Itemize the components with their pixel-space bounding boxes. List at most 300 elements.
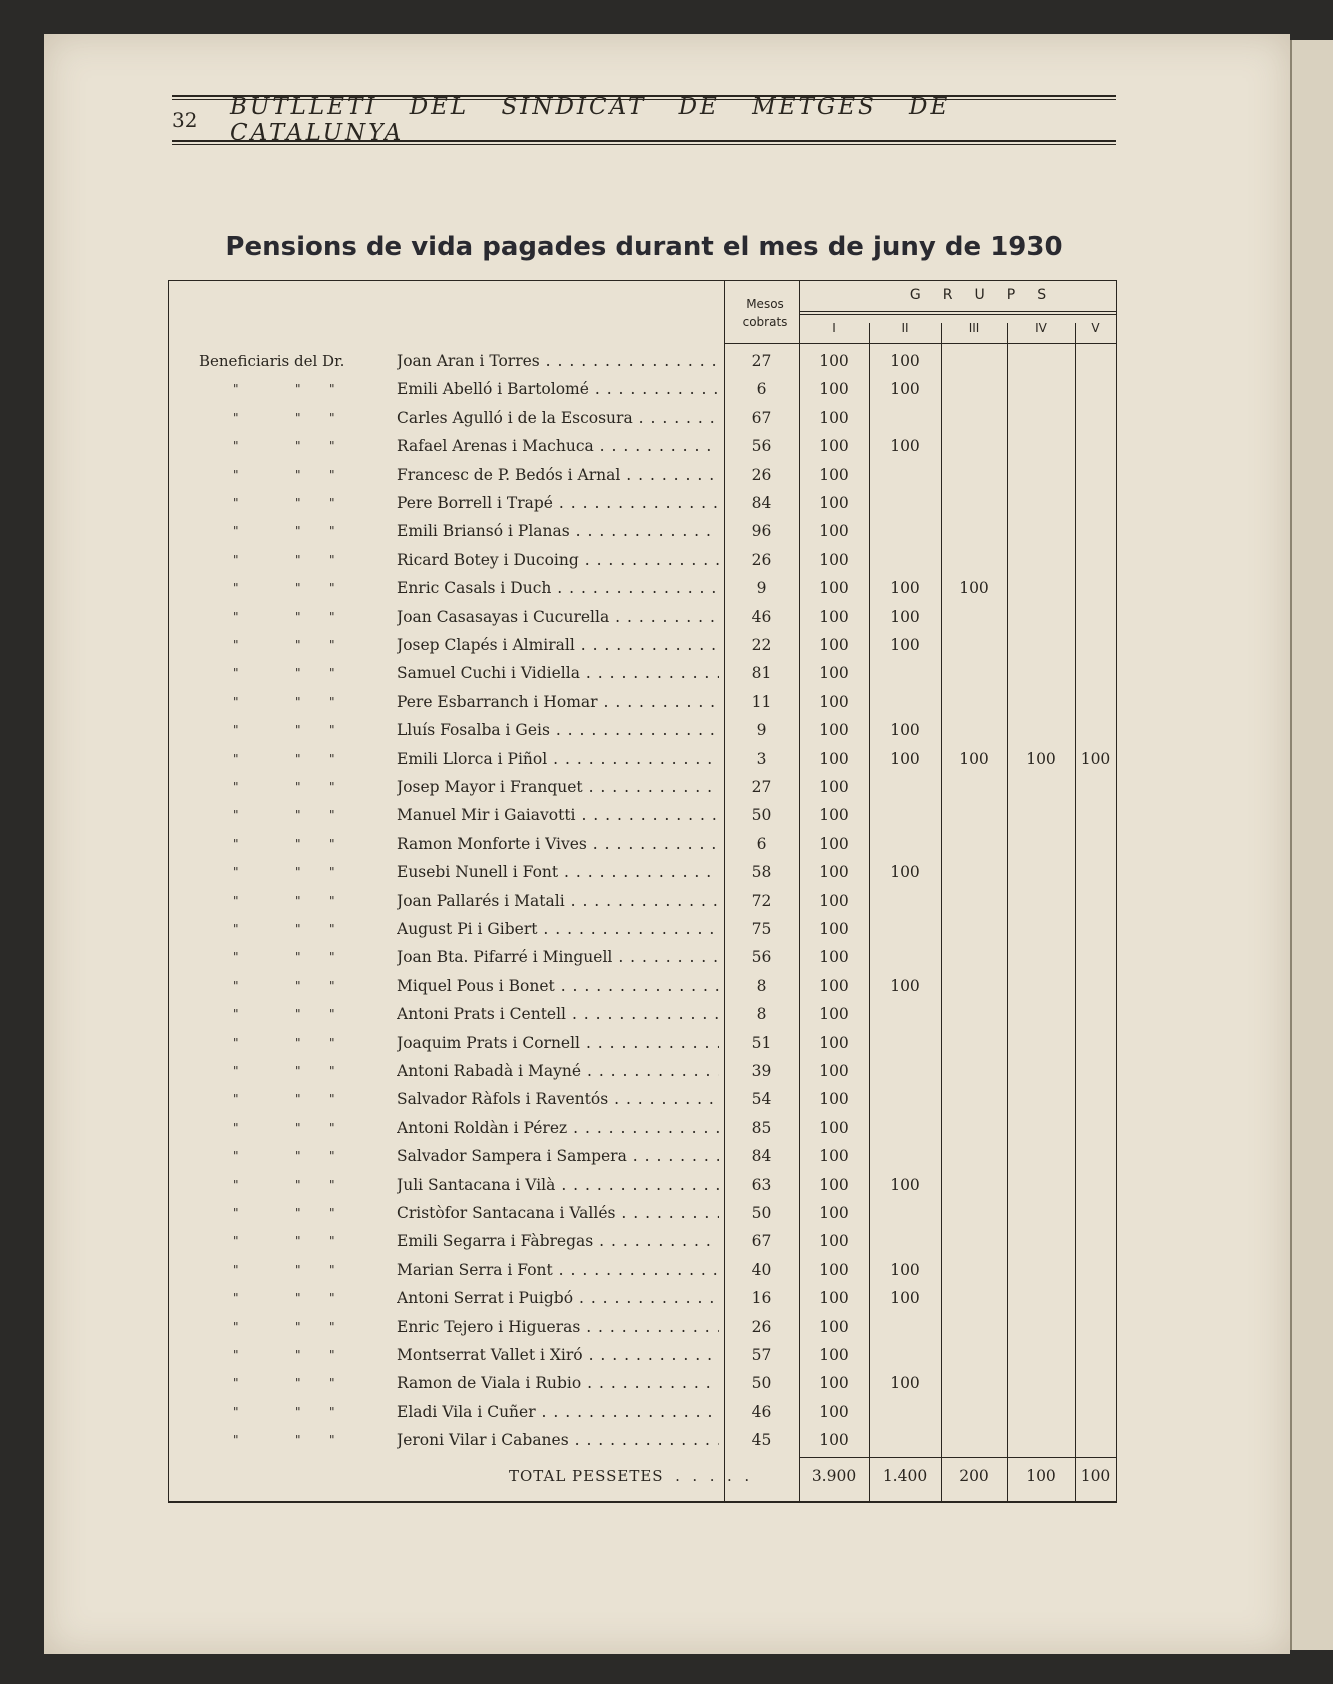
ditto-mark: " xyxy=(233,467,239,482)
header-rule xyxy=(799,311,1116,312)
group-2-cell: 100 xyxy=(890,1175,920,1194)
ditto-mark: " xyxy=(233,439,239,454)
ditto-mark: " xyxy=(295,1376,301,1391)
ditto-mark: " xyxy=(295,1149,301,1164)
ditto-mark: " xyxy=(329,808,335,823)
beneficiary-name: Enric Tejero i Higueras . . . xyxy=(397,1313,719,1341)
beneficiary-name: Marian Serra i Font . . . xyxy=(397,1256,719,1284)
ditto-mark: " xyxy=(233,751,239,766)
group-header-5: V xyxy=(1091,321,1100,335)
ditto-mark: " xyxy=(233,1234,239,1249)
ditto-mark: " xyxy=(295,723,301,738)
group-2-cell: 100 xyxy=(890,636,920,654)
ditto-mark: " xyxy=(233,496,239,510)
beneficiary-name: Cristòfor Santacana i Vallés . . . xyxy=(397,1199,719,1227)
ditto-mark: " xyxy=(329,666,335,681)
group-2-cell: 100 xyxy=(890,579,920,598)
ditto-mark: " xyxy=(295,552,301,567)
beneficiary-name: Ricard Botey i Ducoing . . . xyxy=(397,546,719,574)
beneficiary-name: Emili Segarra i Fàbregas . . . xyxy=(397,1227,719,1255)
ditto-mark: " xyxy=(329,1291,335,1306)
group-1-cell: 100 xyxy=(819,579,849,598)
ditto-mark: " xyxy=(295,1433,301,1448)
mesos-cobrats-cell: 46 xyxy=(751,1402,772,1421)
ditto-mark: " xyxy=(233,780,239,794)
group-1-cell: 100 xyxy=(819,1147,849,1166)
ditto-mark: " xyxy=(329,1007,335,1022)
mesos-cobrats-cell: 84 xyxy=(751,1147,772,1166)
mesos-cobrats-cell: 27 xyxy=(751,778,772,796)
mesos-cobrats-cell: 67 xyxy=(751,1232,772,1251)
mesos-cobrats-cell: 81 xyxy=(751,664,772,683)
table-row xyxy=(169,1313,1117,1341)
ditto-mark: " xyxy=(295,694,301,709)
beneficiary-name: Eusebi Nunell i Font . . . xyxy=(397,858,719,886)
ditto-mark: " xyxy=(233,723,239,738)
column-divider xyxy=(724,281,725,1501)
document-title: Pensions de vida pagades durant el mes de juny de 1930 xyxy=(225,232,1063,262)
ditto-mark: " xyxy=(329,893,335,908)
beneficiary-name: Pere Esbarranch i Homar . . . xyxy=(397,688,719,716)
beneficiary-name: Joan Aran i Torres . . . xyxy=(397,347,719,375)
ditto-mark: " xyxy=(233,410,239,425)
group-1-cell: 100 xyxy=(819,1175,849,1194)
group-1-cell: 100 xyxy=(819,465,849,484)
group-1-cell: 100 xyxy=(819,806,849,825)
facing-page-edge xyxy=(1290,40,1333,1650)
beneficiary-name: Montserrat Vallet i Xiró . . . xyxy=(397,1341,719,1369)
table-row xyxy=(169,404,1117,432)
ditto-mark: " xyxy=(233,1404,239,1419)
running-header xyxy=(172,95,1116,145)
group-2-cell: 100 xyxy=(890,1289,920,1308)
table-row xyxy=(169,432,1117,460)
beneficiary-name: Emili Llorca i Piñol . . . xyxy=(397,745,719,773)
mesos-cobrats-cell: 50 xyxy=(751,1374,772,1393)
group-2-cell: 100 xyxy=(890,607,920,626)
group-1-cell: 100 xyxy=(819,494,849,512)
beneficiary-name: Carles Agulló i de la Escosura . . . xyxy=(397,404,719,432)
mesos-cobrats-cell: 16 xyxy=(751,1289,772,1308)
mesos-cobrats-cell: 27 xyxy=(751,352,772,370)
table-row xyxy=(169,830,1117,858)
group-2-cell: 100 xyxy=(890,437,920,456)
group-header-3: III xyxy=(968,321,980,335)
header-line xyxy=(172,94,1116,146)
mesos-cobrats-cell: 56 xyxy=(751,437,772,456)
group-2-cell: 100 xyxy=(890,721,920,740)
ditto-mark: " xyxy=(233,1319,239,1334)
ditto-mark: " xyxy=(295,1319,301,1334)
ditto-mark: " xyxy=(233,1376,239,1391)
table-row xyxy=(169,631,1117,659)
ditto-mark: " xyxy=(329,1319,335,1334)
beneficiary-name: August Pi i Gibert . . . xyxy=(397,915,719,943)
ditto-mark: " xyxy=(295,978,301,993)
group-5-cell: 100 xyxy=(1080,749,1111,768)
group-header-1: I xyxy=(832,321,836,335)
mesos-cobrats-cell: 6 xyxy=(756,834,767,853)
table-row xyxy=(169,1398,1117,1426)
group-1-cell: 100 xyxy=(819,380,849,399)
ditto-mark: " xyxy=(295,439,301,454)
group-1-cell: 100 xyxy=(819,522,849,541)
ditto-mark: " xyxy=(295,581,301,596)
ditto-mark: " xyxy=(233,581,239,596)
total-group-1: 3.900 xyxy=(811,1467,857,1485)
table-row xyxy=(169,461,1117,489)
ditto-mark: " xyxy=(295,638,301,652)
mesos-cobrats-cell: 26 xyxy=(751,465,772,484)
group-1-cell: 100 xyxy=(819,1118,849,1137)
ditto-mark: " xyxy=(295,524,301,539)
group-1-cell: 100 xyxy=(819,352,849,370)
group-1-cell: 100 xyxy=(819,1232,849,1251)
ditto-mark: " xyxy=(329,439,335,454)
column-divider xyxy=(869,323,870,1501)
group-1-cell: 100 xyxy=(819,948,849,967)
group-1-cell: 100 xyxy=(819,1346,849,1364)
ditto-mark: " xyxy=(295,1348,301,1362)
ditto-mark: " xyxy=(295,496,301,510)
ditto-mark: " xyxy=(329,1206,335,1220)
ditto-mark: " xyxy=(233,638,239,652)
group-1-cell: 100 xyxy=(819,664,849,683)
ditto-mark: " xyxy=(295,666,301,681)
group-1-cell: 100 xyxy=(819,1431,849,1450)
ditto-mark: " xyxy=(329,1376,335,1391)
ditto-mark: " xyxy=(329,950,335,965)
ditto-mark: " xyxy=(295,950,301,965)
ditto-mark: " xyxy=(329,836,335,851)
ditto-mark: " xyxy=(329,751,335,766)
ditto-mark: " xyxy=(233,552,239,567)
beneficiary-name: Joan Casasayas i Cucurella . . . xyxy=(397,603,719,631)
table-row xyxy=(169,1369,1117,1397)
ditto-mark: " xyxy=(295,1404,301,1419)
table-row xyxy=(169,603,1117,631)
ditto-mark: " xyxy=(295,865,301,880)
ditto-mark: " xyxy=(295,893,301,908)
table-row xyxy=(169,517,1117,545)
header-grups: GRUPS xyxy=(909,287,1069,303)
mesos-cobrats-cell: 54 xyxy=(751,1090,772,1109)
table-row xyxy=(169,1171,1117,1199)
ditto-mark: " xyxy=(329,1092,335,1107)
ditto-mark: " xyxy=(329,922,335,936)
mesos-cobrats-cell: 22 xyxy=(751,636,772,654)
column-divider xyxy=(799,281,800,1501)
ditto-mark: " xyxy=(329,524,335,539)
ditto-mark: " xyxy=(295,836,301,851)
ditto-mark: " xyxy=(329,552,335,567)
ditto-mark: " xyxy=(295,1092,301,1107)
ditto-mark: " xyxy=(295,467,301,482)
table-row xyxy=(169,887,1117,915)
total-group-3: 200 xyxy=(959,1467,989,1485)
ditto-mark: " xyxy=(329,382,335,397)
beneficiary-name: Joan Pallarés i Matali . . . xyxy=(397,887,719,915)
ditto-mark: " xyxy=(329,581,335,596)
ditto-mark: " xyxy=(233,1177,239,1192)
mesos-cobrats-cell: 40 xyxy=(751,1260,772,1279)
ditto-mark: " xyxy=(329,723,335,738)
ditto-mark: " xyxy=(233,1120,239,1135)
group-2-cell: 100 xyxy=(890,749,920,768)
mesos-cobrats-cell: 11 xyxy=(751,692,772,711)
mesos-cobrats-cell: 57 xyxy=(751,1346,772,1364)
group-3-cell: 100 xyxy=(959,579,989,598)
group-1-cell: 100 xyxy=(819,1005,849,1024)
table-row xyxy=(169,1085,1117,1113)
group-3-cell: 100 xyxy=(959,749,989,768)
beneficiary-name: Jeroni Vilar i Cabanes . . . xyxy=(397,1426,719,1454)
ditto-mark: " xyxy=(329,1064,335,1078)
ditto-mark: " xyxy=(233,382,239,397)
header-rule xyxy=(799,314,1116,315)
table-row xyxy=(169,375,1117,403)
table-row xyxy=(169,943,1117,971)
beneficiary-name: Joaquim Prats i Cornell . . . xyxy=(397,1029,719,1057)
mesos-cobrats-cell: 58 xyxy=(751,863,772,882)
mesos-cobrats-cell: 50 xyxy=(751,806,772,825)
mesos-cobrats-cell: 9 xyxy=(756,579,767,598)
ditto-mark: " xyxy=(329,1035,335,1050)
group-1-cell: 100 xyxy=(819,408,849,427)
group-1-cell: 100 xyxy=(819,1204,849,1222)
ditto-mark: " xyxy=(233,666,239,681)
mesos-cobrats-cell: 6 xyxy=(756,380,767,399)
ditto-mark: " xyxy=(233,1007,239,1022)
beneficiary-name: Emili Briansó i Planas . . . xyxy=(397,517,719,545)
beneficiary-name: Antoni Roldàn i Pérez . . . xyxy=(397,1114,719,1142)
table-row xyxy=(169,1114,1117,1142)
group-1-cell: 100 xyxy=(819,976,849,995)
ditto-mark: " xyxy=(329,496,335,510)
ditto-mark: " xyxy=(329,1234,335,1249)
table-row xyxy=(169,745,1117,773)
group-2-cell: 100 xyxy=(890,1374,920,1393)
ditto-mark: " xyxy=(233,1206,239,1220)
table-row xyxy=(169,1199,1117,1227)
mesos-cobrats-cell: 84 xyxy=(751,494,772,512)
ditto-mark: " xyxy=(329,609,335,624)
group-1-cell: 100 xyxy=(819,1090,849,1109)
table-row xyxy=(169,1057,1117,1085)
ditto-mark: " xyxy=(233,808,239,823)
table-right-edge xyxy=(1116,281,1117,1501)
ditto-mark: " xyxy=(233,922,239,936)
mesos-cobrats-cell: 51 xyxy=(751,1033,772,1052)
beneficiary-name: Ramon Monforte i Vives . . . xyxy=(397,830,719,858)
group-2-cell: 100 xyxy=(890,380,920,399)
total-label: TOTAL PESSETES . . xyxy=(509,1467,750,1485)
group-1-cell: 100 xyxy=(819,920,849,938)
group-1-cell: 100 xyxy=(819,834,849,853)
group-2-cell: 100 xyxy=(890,976,920,995)
ditto-mark: " xyxy=(233,950,239,965)
ditto-mark: " xyxy=(233,1348,239,1362)
group-header-2: II xyxy=(901,321,909,335)
ditto-mark: " xyxy=(233,1035,239,1050)
ditto-mark: " xyxy=(295,1177,301,1192)
column-divider xyxy=(941,323,942,1501)
group-1-cell: 100 xyxy=(819,1062,849,1080)
mesos-cobrats-cell: 75 xyxy=(751,920,772,938)
ditto-mark: " xyxy=(329,780,335,794)
ditto-mark: " xyxy=(295,410,301,425)
beneficiary-name: Samuel Cuchi i Vidiella . . . xyxy=(397,659,719,687)
ditto-mark: " xyxy=(329,638,335,652)
mesos-cobrats-cell: 63 xyxy=(751,1175,772,1194)
group-1-cell: 100 xyxy=(819,1374,849,1393)
ditto-mark: " xyxy=(329,1177,335,1192)
group-1-cell: 100 xyxy=(819,1317,849,1336)
mesos-cobrats-cell: 46 xyxy=(751,607,772,626)
beneficiary-name: Joan Bta. Pifarré i Minguell . . . xyxy=(397,943,719,971)
ditto-mark: " xyxy=(329,1348,335,1362)
beneficiary-name: Eladi Vila i Cuñer . . . xyxy=(397,1398,719,1426)
group-2-cell: 100 xyxy=(890,352,920,370)
ditto-mark: " xyxy=(295,1064,301,1078)
mesos-cobrats-cell: 39 xyxy=(751,1062,772,1080)
group-1-cell: 100 xyxy=(819,1289,849,1308)
group-4-cell: 100 xyxy=(1026,749,1056,768)
mesos-cobrats-cell: 45 xyxy=(751,1431,772,1450)
table-row xyxy=(169,1000,1117,1028)
beneficiaris-prefix: Beneficiaris del Dr. xyxy=(199,352,345,370)
table-row xyxy=(169,688,1117,716)
beneficiary-name: Rafael Arenas i Machuca . . . xyxy=(397,432,719,460)
mesos-cobrats-cell: 9 xyxy=(756,721,767,740)
total-group-5: 100 xyxy=(1080,1467,1111,1485)
table-row xyxy=(169,1029,1117,1057)
ditto-mark: " xyxy=(329,694,335,709)
table-row xyxy=(169,801,1117,829)
ditto-mark: " xyxy=(295,922,301,936)
table-row xyxy=(169,773,1117,801)
ditto-mark: " xyxy=(295,1234,301,1249)
table-row xyxy=(169,574,1117,602)
group-1-cell: 100 xyxy=(819,437,849,456)
table-row xyxy=(169,1227,1117,1255)
ditto-mark: " xyxy=(295,1007,301,1022)
beneficiary-name: Josep Mayor i Franquet . . . xyxy=(397,773,719,801)
header-rule xyxy=(799,343,1116,344)
ditto-mark: " xyxy=(295,1120,301,1135)
ditto-mark: " xyxy=(295,1291,301,1306)
group-2-cell: 100 xyxy=(890,1260,920,1279)
group-1-cell: 100 xyxy=(819,721,849,740)
header-mesos: Mesos cobrats xyxy=(742,297,788,329)
ditto-mark: " xyxy=(295,808,301,823)
group-1-cell: 100 xyxy=(819,1260,849,1279)
ditto-mark: " xyxy=(233,694,239,709)
beneficiary-name: Lluís Fosalba i Geis . . . xyxy=(397,716,719,744)
group-1-cell: 100 xyxy=(819,749,849,768)
mesos-cobrats-cell: 96 xyxy=(751,522,772,541)
pensions-table xyxy=(168,280,1117,1503)
beneficiary-name: Francesc de P. Bedós i Arnal . . . xyxy=(397,461,719,489)
beneficiary-name: Salvador Sampera i Sampera . . . xyxy=(397,1142,719,1170)
ditto-mark: " xyxy=(329,410,335,425)
ditto-mark: " xyxy=(295,780,301,794)
table-row xyxy=(169,1284,1117,1312)
mesos-cobrats-cell: 3 xyxy=(756,749,767,768)
beneficiary-name: Juli Santacana i Vilà . . . xyxy=(397,1171,719,1199)
ditto-mark: " xyxy=(329,1262,335,1277)
ditto-mark: " xyxy=(233,865,239,880)
ditto-mark: " xyxy=(329,1120,335,1135)
ditto-mark: " xyxy=(233,1262,239,1277)
beneficiary-name: Salvador Ràfols i Raventós . . . xyxy=(397,1085,719,1113)
header-rule xyxy=(724,343,799,344)
beneficiary-name: Emili Abelló i Bartolomé . . . xyxy=(397,375,719,403)
table-row xyxy=(169,347,1117,375)
ditto-mark: " xyxy=(295,382,301,397)
group-1-cell: 100 xyxy=(819,891,849,910)
group-1-cell: 100 xyxy=(819,550,849,569)
group-1-cell: 100 xyxy=(819,1033,849,1052)
beneficiary-name: Miquel Pous i Bonet . . . xyxy=(397,972,719,1000)
mesos-cobrats-cell: 26 xyxy=(751,1317,772,1336)
total-rule xyxy=(799,1457,1116,1458)
mesos-cobrats-cell: 56 xyxy=(751,948,772,967)
ditto-mark: " xyxy=(329,865,335,880)
table-row xyxy=(169,915,1117,943)
total-group-4: 100 xyxy=(1026,1467,1056,1485)
column-divider xyxy=(1075,323,1076,1501)
ditto-mark: " xyxy=(233,1149,239,1164)
beneficiary-name: Ramon de Viala i Rubio . . . xyxy=(397,1369,719,1397)
group-1-cell: 100 xyxy=(819,778,849,796)
ditto-mark: " xyxy=(329,1433,335,1448)
beneficiary-name: Antoni Prats i Centell . . . xyxy=(397,1000,719,1028)
ditto-mark: " xyxy=(295,1035,301,1050)
ditto-mark: " xyxy=(233,1291,239,1306)
table-row xyxy=(169,489,1117,517)
ditto-mark: " xyxy=(233,609,239,624)
mesos-cobrats-cell: 8 xyxy=(756,976,767,995)
table-row xyxy=(169,1426,1117,1454)
ditto-mark: " xyxy=(329,1149,335,1164)
ditto-mark: " xyxy=(295,751,301,766)
mesos-cobrats-cell: 85 xyxy=(751,1118,772,1137)
table-row xyxy=(169,716,1117,744)
mesos-cobrats-cell: 72 xyxy=(751,891,772,910)
table-row xyxy=(169,1142,1117,1170)
group-2-cell: 100 xyxy=(890,863,920,882)
beneficiary-name: Pere Borrell i Trapé . . . xyxy=(397,489,719,517)
total-group-2: 1.400 xyxy=(882,1467,928,1485)
ditto-mark: " xyxy=(233,1092,239,1107)
ditto-mark: " xyxy=(233,524,239,539)
group-1-cell: 100 xyxy=(819,863,849,882)
ditto-mark: " xyxy=(329,978,335,993)
ditto-mark: " xyxy=(233,893,239,908)
group-1-cell: 100 xyxy=(819,1402,849,1421)
journal-title: BUTLLETI DEL SINDICAT DE METGES DE CATALUNYA xyxy=(230,94,951,146)
mesos-cobrats-cell: 50 xyxy=(751,1204,772,1222)
group-1-cell: 100 xyxy=(819,636,849,654)
mesos-cobrats-cell: 8 xyxy=(756,1005,767,1024)
ditto-mark: " xyxy=(233,1433,239,1448)
column-divider xyxy=(1007,323,1008,1501)
group-header-4: IV xyxy=(1035,321,1047,335)
ditto-mark: " xyxy=(329,1404,335,1419)
group-1-cell: 100 xyxy=(819,692,849,711)
ditto-mark: " xyxy=(295,1262,301,1277)
